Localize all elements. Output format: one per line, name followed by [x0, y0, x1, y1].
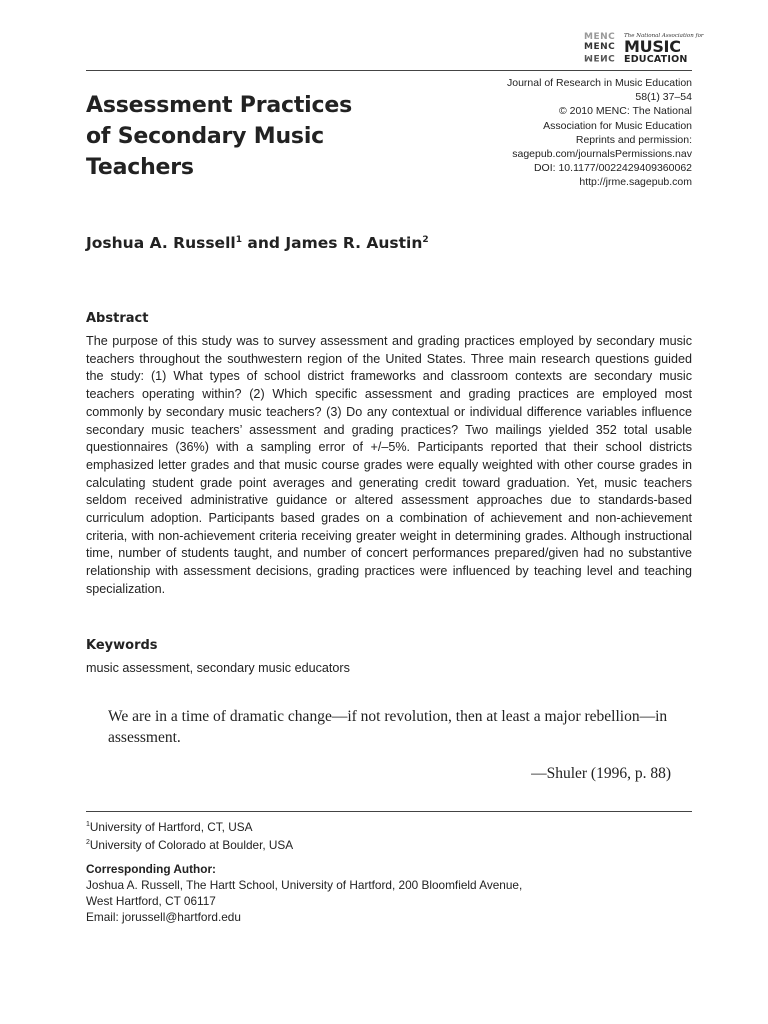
epigraph-attribution: —Shuler (1996, p. 88) [531, 765, 671, 782]
journal-info-line: Reprints and permission: [575, 133, 692, 146]
corresponding-heading: Corresponding Author: [86, 862, 216, 876]
epigraph-quote: We are in a time of dramatic change—if not revolution, then at least a major rebellion—in assessment. [108, 708, 668, 746]
logo-music-word: MUSIC [624, 37, 681, 56]
corresponding-address-line: West Hartford, CT 06117 [86, 894, 216, 908]
author-name: Joshua A. Russell [86, 234, 236, 252]
article-title [86, 90, 416, 183]
title-line: Assessment Practices [86, 93, 352, 118]
journal-logo [584, 32, 704, 68]
corresponding-author [86, 861, 522, 925]
affiliation-mark: 2 [86, 839, 90, 846]
affiliation-mark: 1 [86, 821, 90, 828]
abstract-heading: Abstract [86, 311, 149, 326]
journal-info [432, 76, 692, 190]
affiliation-text: University of Colorado at Boulder, USA [89, 838, 294, 852]
menc-line: MENC [584, 52, 616, 62]
header-rule [86, 70, 692, 71]
journal-info-line: © 2010 MENC: The National [558, 105, 692, 118]
corresponding-address-line: Joshua A. Russell, The Hartt School, University of Hartford, 200 Bloomfield Avenue, [86, 878, 523, 892]
author-list [86, 234, 429, 252]
keywords-heading: Keywords [86, 638, 158, 653]
affiliations [86, 817, 293, 853]
author-connector: and [241, 234, 286, 252]
menc-line: MENC [584, 32, 616, 42]
affiliation-mark: 1 [235, 235, 242, 245]
logo-association-line: The National Association for [624, 33, 704, 39]
author-name: James R. Austin [285, 234, 423, 252]
logo-education-word: EDUCATION [624, 54, 688, 65]
journal-info-line: Journal of Research in Music Education [506, 77, 692, 89]
keywords-body: music assessment, secondary music educators [86, 661, 350, 675]
affiliation-item [86, 817, 293, 835]
affiliation-mark: 2 [422, 235, 429, 245]
corresponding-email[interactable]: Email: jorussell@hartford.edu [86, 910, 241, 924]
footnote-rule [86, 811, 692, 812]
title-line: of Secondary Music [86, 124, 325, 149]
journal-info-line: Association for Music Education [543, 119, 692, 132]
abstract-body: The purpose of this study was to survey assessment and grading practices employed by secondary music teachers throughout the southwestern region of the United States. Three main research questions guided the study: (1) What types of school district frameworks and classroom contexts are secondary music teachers operating within? (2) Which specific assessment and grading practices are employed most commonly by secondary music teachers? (3) Do any contextual or individual difference variables influence secondary music teachers’ assessment and grading practices? Two mailings yielded 352 total usable questionnaires (36%) with a sampling error of +/–5%. Participants reported that their school districts emphasized letter grades and that music course grades were equally weighted with other course grades in calculating student grade point averages and generating credit toward graduation. Yet, music teachers seldom received administrative guidance or altered assessment approaches due to standards-based curriculum adoption. Participants based grades on a combination of achievement and non-achievement criteria, with non-achievement criteria receiving greater weight in determining grades. Although instructional time, number of students taught, and number of concert performances prepared/given had no substantive relationship with assessment decisions, grading practices were influenced by teaching level and teaching specialization. [86, 334, 692, 596]
affiliation-item [86, 835, 293, 853]
menc-logo-mark [584, 32, 618, 62]
journal-permissions-link[interactable]: sagepub.com/journalsPermissions.nav [512, 148, 692, 161]
menc-line: MENC [584, 42, 616, 52]
affiliation-text: University of Hartford, CT, USA [89, 820, 253, 834]
title-line: Teachers [86, 155, 194, 180]
journal-info-line: 58(1) 37–54 [635, 91, 692, 104]
journal-doi[interactable]: DOI: 10.1177/0022429409360062 [533, 162, 692, 175]
journal-url-link[interactable]: http://jrme.sagepub.com [579, 176, 692, 189]
